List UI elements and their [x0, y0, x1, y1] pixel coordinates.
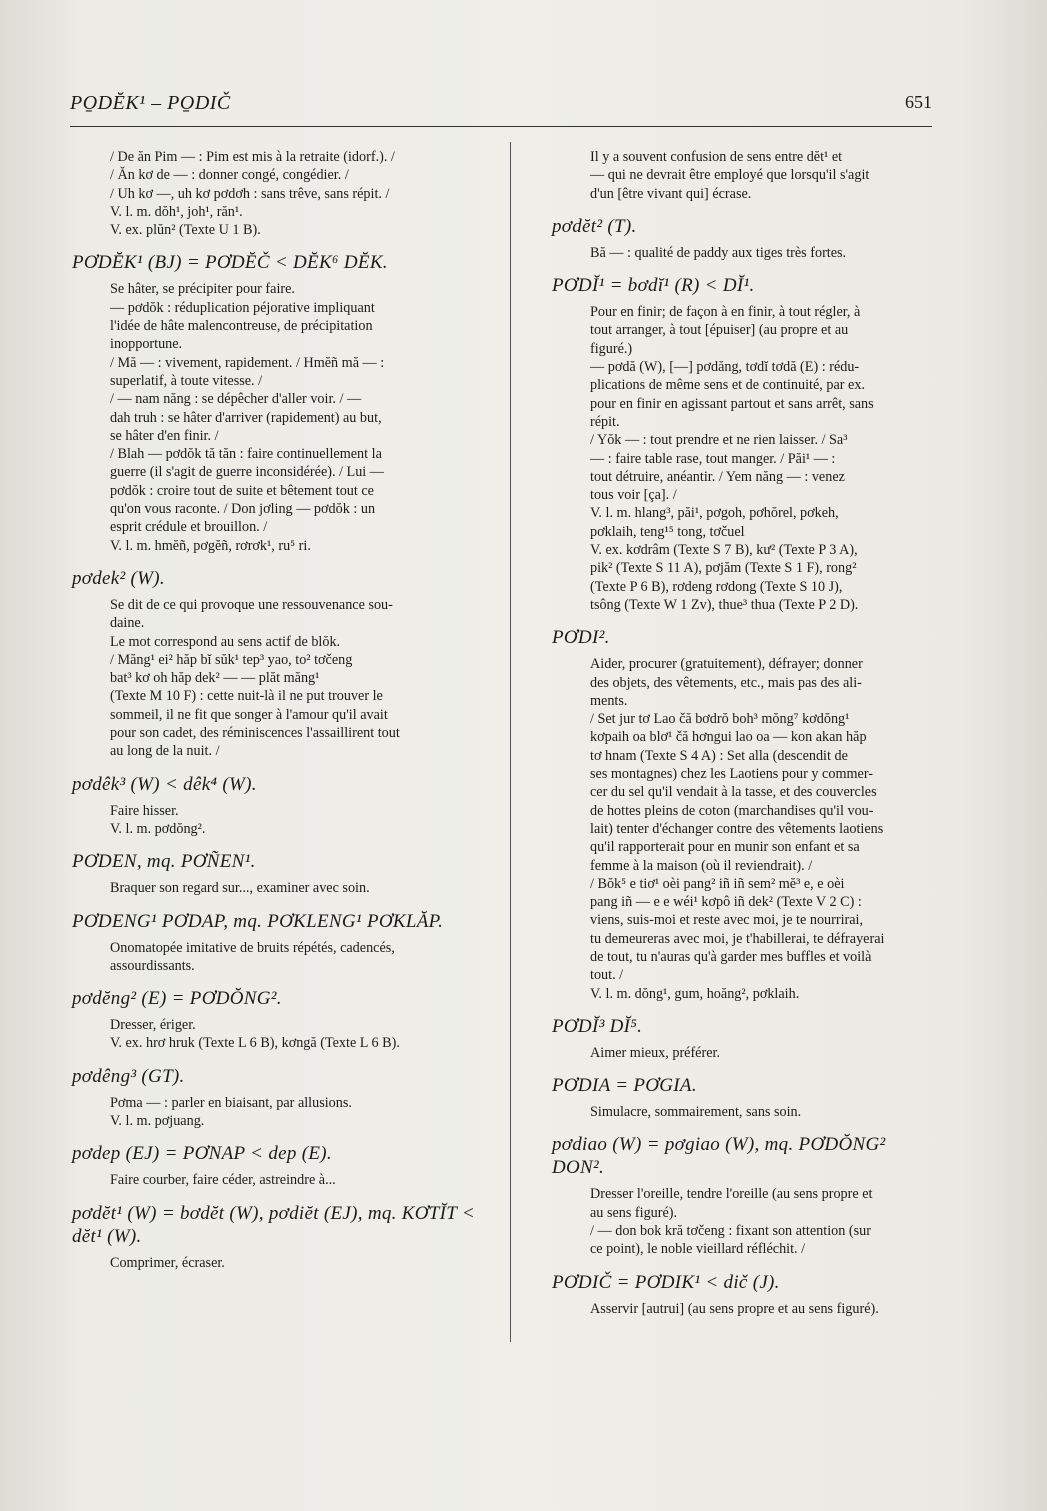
definition-line: / — don bok kră tơčeng : fixant son attention (sur	[590, 1223, 871, 1240]
entry-definition	[590, 1044, 940, 1062]
definition-line: / Măng¹ ei² hăp bĭ sŭk¹ tep³ yao, to² tơčeng	[110, 651, 353, 668]
definition-line: / Mă — : vivement, rapidement. / Hmĕñ mă — :	[110, 354, 385, 371]
dictionary-entry	[72, 987, 498, 1053]
definition-line: dah truh : se hâter d'arriver (rapidement) au but,	[110, 409, 382, 426]
definition-line: / Set jur tơ Lao čă bơdrŏ boh³ mŏng⁷ kơdŏng¹	[590, 711, 850, 728]
definition-line: V. l. m. dŏng¹, gum, hoăng², pơklaih.	[590, 985, 800, 1002]
entry-headword: PƠDIČ = PƠDIK¹ < dič (J).	[552, 1271, 780, 1293]
definition-line: — pơdă (W), [—] pơdăng, tơdĭ tơdă (E) : rédu-	[590, 359, 860, 376]
definition-line: tout. /	[590, 967, 624, 984]
entry-definition	[110, 1094, 498, 1131]
definition-line: V. ex. plŭn² (Texte U 1 B).	[110, 222, 261, 239]
right-column	[552, 148, 940, 1318]
dictionary-entry	[552, 1074, 940, 1121]
dictionary-entry	[72, 1142, 498, 1189]
definition-line: — qui ne devrait être employé que lorsqu'il s'agit	[590, 167, 870, 184]
definition-line: d'un [être vivant qui] écrase.	[590, 185, 752, 202]
definition-line: tsông (Texte W 1 Zv), thue³ thua (Texte P 2 D).	[590, 596, 859, 613]
definition-line: cer du sel qu'il vendait à la tasse, et des couvercles	[590, 784, 877, 801]
definition-line: Il y a souvent confusion de sens entre dĕt¹ et	[590, 149, 843, 165]
definition-line: esprit crédule et brouillon. /	[110, 519, 268, 536]
definition-line: Faire hisser.	[110, 802, 179, 819]
dictionary-entry	[72, 1202, 498, 1272]
definition-line: Simulacre, sommairement, sans soin.	[590, 1104, 802, 1121]
definition-line: répit.	[590, 413, 620, 430]
entry-definition	[110, 879, 498, 897]
definition-line: / Yŏk — : tout prendre et ne rien laisser. / Sa³	[590, 432, 848, 449]
dictionary-entry	[80, 148, 498, 239]
definition-line: / Bŏk⁵ e tiơ¹ oèi pang² iñ iñ sem² mĕ³ e, e oèi	[590, 875, 845, 892]
definition-line: qu'on vous raconte. / Don jơling — pơdŏk : un	[110, 501, 376, 518]
definition-line: tout arranger, à tout [épuiser] (au propre et au	[590, 322, 849, 339]
entry-headword: pơdep (EJ) = PƠNAP < dep (E).	[72, 1143, 332, 1165]
definition-line: de tout, tu n'auras qu'à garder mes buffles et voilà	[590, 948, 872, 965]
entry-definition	[110, 1254, 498, 1272]
definition-line: pik² (Texte S 11 A), pơjăm (Texte S 1 F), rong²	[590, 560, 857, 577]
definition-line: pơdŏk : croire tout de suite et bêtement tout ce	[110, 482, 374, 499]
dictionary-entry	[72, 910, 498, 976]
definition-line: ses montagnes) chez les Laotiens pour y commer-	[590, 766, 873, 783]
definition-line: Comprimer, écraser.	[110, 1254, 225, 1271]
definition-line: Onomatopée imitative de bruits répétés, cadencés,	[110, 939, 395, 956]
definition-line: pour son cadet, des réminiscences l'assaillirent tout	[110, 725, 400, 742]
definition-line: / De ăn Pim — : Pim est mis à la retraite (idorf.). /	[110, 149, 395, 165]
definition-line: bat³ kơ oh hăp dek² — — plăt măng¹	[110, 670, 320, 687]
definition-line: tơ hnam (Texte S 4 A) : Set alla (descendit de	[590, 747, 848, 764]
definition-line: / Ăn kơ de — : donner congé, congédier. /	[110, 167, 349, 184]
definition-line: pour en finir en agissant partout et sans arrêt, sans	[590, 395, 874, 412]
definition-line: pang iñ — e e wéi¹ kơpô iñ dek² (Texte V 2 C) :	[590, 894, 862, 911]
definition-line: inopportune.	[110, 336, 183, 353]
definition-line: / — nam năng : se dépêcher d'aller voir. / —	[110, 391, 362, 408]
definition-line: tout détruire, anéantir. / Yem năng — : venez	[590, 468, 845, 485]
definition-line: qu'il rapporterait pour en munir son enfant et sa	[590, 839, 860, 856]
definition-line: plications de même sens et de continuité, par ex.	[590, 377, 865, 394]
dictionary-entry	[72, 1065, 498, 1131]
definition-line: Pơma — : parler en biaisant, par allusions.	[110, 1094, 352, 1111]
definition-line: Se hâter, se précipiter pour faire.	[110, 281, 295, 298]
definition-line: Asservir [autrui] (au sens propre et au sens figuré).	[590, 1300, 879, 1317]
entry-headword: PƠDĔK¹ (BJ) = PƠDĔČ < DĔK⁶ DĔK.	[72, 252, 388, 274]
definition-line: V. l. m. dŏh¹, joh¹, răn¹.	[110, 203, 243, 220]
definition-line: tu demeureras avec moi, je t'habillerai, te défrayerai	[590, 930, 885, 947]
entry-definition	[590, 1300, 940, 1318]
dictionary-entry	[552, 626, 940, 1003]
dictionary-entry	[552, 1133, 940, 1258]
entry-headword: PƠDI².	[552, 627, 610, 649]
definition-line: Pour en finir; de façon à en finir, à tout régler, à	[590, 304, 861, 321]
definition-line: Dresser l'oreille, tendre l'oreille (au sens propre et	[590, 1186, 873, 1203]
definition-line: figuré.)	[590, 340, 633, 357]
entry-definition	[590, 148, 940, 203]
definition-line: kơpaih oa blơ¹ čă hơngui lao oa — kon akan hăp	[590, 729, 867, 746]
entry-definition	[110, 1016, 498, 1053]
definition-line: femme à la maison (où il reviendrait). /	[590, 857, 813, 874]
definition-line: l'idée de hâte malencontreuse, de précipitation	[110, 318, 373, 335]
dictionary-entry	[72, 773, 498, 839]
entry-headword: PƠDENG¹ PƠDAP, mq. PƠKLENG¹ PƠKLĂP.	[72, 910, 444, 932]
definition-line: Se dit de ce qui provoque une ressouvenance sou-	[110, 596, 393, 613]
entry-definition	[110, 280, 498, 554]
definition-line: Bă — : qualité de paddy aux tiges très fortes.	[590, 244, 847, 261]
definition-line: Dresser, ériger.	[110, 1017, 196, 1034]
definition-line: V. l. m. hmĕñ, pơgĕñ, rơrơk¹, ru⁵ ri.	[110, 537, 311, 554]
definition-line: viens, suis-moi et reste avec moi, je te nourrirai,	[590, 912, 864, 929]
entry-headword: pơdĕng² (E) = PƠDŎNG².	[72, 988, 282, 1010]
definition-line: Aider, procurer (gratuitement), défrayer; donner	[590, 656, 863, 673]
definition-line: (Texte P 6 B), rơdeng rơdong (Texte S 10 J),	[590, 578, 843, 595]
entry-definition	[590, 1185, 940, 1258]
definition-line: Braquer son regard sur..., examiner avec soin.	[110, 880, 370, 897]
entry-definition	[110, 596, 498, 761]
definition-line: tous voir [ça]. /	[590, 487, 677, 504]
definition-line: au long de la nuit. /	[110, 743, 220, 760]
definition-line: V. ex. kơdrâm (Texte S 7 B), kư² (Texte P 3 A),	[590, 542, 858, 559]
entry-headword: pơdĕt² (T).	[552, 215, 637, 237]
dictionary-entry	[72, 567, 498, 761]
running-head: PO̱DĔK¹ – PO̱DIČ	[70, 92, 231, 114]
definition-line: guerre (il s'agit de guerre inconsidérée). / Lui —	[110, 464, 384, 481]
entry-headword: pơdĕt¹ (W) = bơdĕt (W), pơdiĕt (EJ), mq. KƠTĬT < dĕt¹ (W).	[72, 1202, 475, 1247]
definition-line: (Texte M 10 F) : cette nuit-là il ne put trouver le	[110, 688, 383, 705]
definition-line: Faire courber, faire céder, astreindre à...	[110, 1172, 336, 1189]
entry-headword: pơdêng³ (GT).	[72, 1065, 185, 1087]
entry-headword: PƠDEN, mq. PƠÑEN¹.	[72, 851, 256, 873]
definition-line: assourdissants.	[110, 957, 195, 974]
definition-line: pơklaih, teng¹⁵ tong, tơčuel	[590, 523, 745, 540]
definition-line: des objets, des vêtements, etc., mais pas des ali-	[590, 674, 862, 691]
definition-line: — pơdŏk : réduplication péjorative impliquant	[110, 299, 375, 316]
dictionary-entry	[560, 148, 940, 203]
definition-line: ments.	[590, 692, 628, 709]
entry-definition	[110, 148, 498, 239]
entry-definition	[590, 244, 940, 262]
entry-definition	[110, 802, 498, 839]
entry-headword: PƠDIA = PƠGIA.	[552, 1075, 697, 1097]
definition-line: sommeil, il ne fit que songer à l'amour qu'il avait	[110, 706, 388, 723]
dictionary-entry	[552, 274, 940, 614]
entry-headword: pơdiao (W) = pơgiao (W), mq. PƠDŎNG² DON².	[552, 1134, 886, 1179]
definition-line: Aimer mieux, préférer.	[590, 1044, 720, 1061]
definition-line: daine.	[110, 615, 145, 632]
entry-definition	[110, 1171, 498, 1189]
dictionary-entry	[552, 1271, 940, 1318]
entry-headword: pơdek² (W).	[72, 567, 165, 589]
definition-line: lait) tenter d'échanger contre des vêtements laotiens	[590, 820, 884, 837]
left-column	[72, 148, 498, 1272]
definition-line: Le mot correspond au sens actif de blŏk.	[110, 633, 341, 650]
definition-line: se hâter d'en finir. /	[110, 427, 219, 444]
definition-line: — : faire table rase, tout manger. / Păi¹ — :	[590, 450, 836, 467]
page-header	[70, 90, 932, 127]
definition-line: au sens figuré).	[590, 1204, 678, 1221]
dictionary-entry	[552, 1015, 940, 1062]
dictionary-entry	[72, 251, 498, 554]
definition-line: V. l. m. pơdŏng².	[110, 820, 206, 837]
dictionary-entry	[72, 850, 498, 897]
definition-line: V. ex. hrơ hruk (Texte L 6 B), kơngă (Texte L 6 B).	[110, 1035, 400, 1052]
entry-definition	[590, 1103, 940, 1121]
entry-definition	[110, 939, 498, 976]
entry-definition	[590, 303, 940, 614]
definition-line: de hottes pleins de coton (marchandises qu'il vou-	[590, 802, 874, 819]
definition-line: ce point), le noble vieillard réfléchit. /	[590, 1241, 806, 1258]
entry-headword: PƠDĬ³ DĬ⁵.	[552, 1015, 643, 1037]
definition-line: V. l. m. pơjuang.	[110, 1112, 205, 1129]
page-number: 651	[905, 92, 932, 112]
entry-headword: pơdêk³ (W) < dêk⁴ (W).	[72, 773, 257, 795]
definition-line: V. l. m. hlang³, păi¹, pơgoh, pơhŏrel, pơkeh,	[590, 505, 839, 522]
dictionary-entry	[552, 215, 940, 262]
definition-line: / Uh kơ —, uh kơ pơdơh : sans trêve, sans répit. /	[110, 185, 390, 202]
definition-line: superlatif, à toute vitesse. /	[110, 372, 263, 389]
definition-line: / Blah — pơdŏk tă tăn : faire continuellement la	[110, 446, 382, 463]
column-divider	[510, 142, 511, 1342]
entry-headword: PƠDĬ¹ = bơdĭ¹ (R) < DĬ¹.	[552, 275, 755, 297]
entry-definition	[590, 655, 940, 1003]
